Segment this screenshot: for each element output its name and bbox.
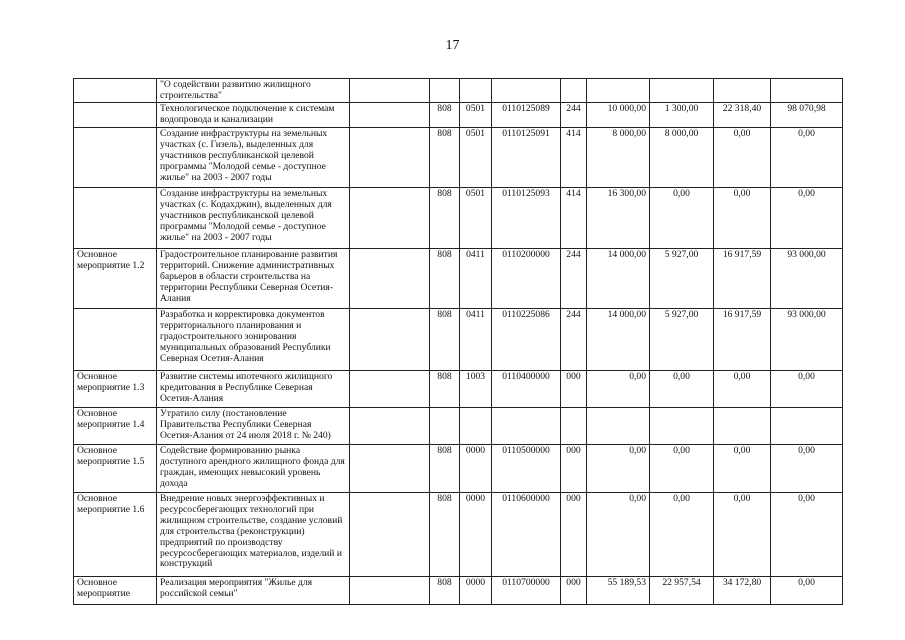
- cell-desc: Развитие системы ипотечного жилищного кредитования в Республике Северная Осетия-Алания: [157, 371, 350, 408]
- cell-desc: Создание инфраструктуры на земельных участках (с. Кодахджин), выделенных для участников республиканской целевой программы "Молодой семье - доступное жилье" на 2003 - 2007 годы: [157, 188, 350, 249]
- table-row: [74, 371, 843, 408]
- cell-v1: 0,00: [587, 445, 650, 493]
- cell-v4: 0,00: [771, 188, 843, 249]
- cell-v4: 98 070,98: [771, 103, 843, 128]
- cell-v3: [714, 408, 771, 445]
- cell-name: [74, 188, 157, 249]
- table-row: [74, 128, 843, 188]
- cell-v1: 14 000,00: [587, 309, 650, 371]
- cell-rz: 0501: [460, 188, 492, 249]
- cell-v1: [587, 79, 650, 103]
- cell-v2: [650, 79, 714, 103]
- cell-vr: 244: [561, 309, 587, 371]
- cell-v2: 0,00: [650, 493, 714, 577]
- cell-v2: 0,00: [650, 371, 714, 408]
- cell-grbs: 808: [430, 103, 460, 128]
- cell-grbs: 808: [430, 493, 460, 577]
- cell-csr: 0110125091: [492, 128, 561, 188]
- empty-cell: [350, 249, 430, 309]
- cell-csr: 0110225086: [492, 309, 561, 371]
- cell-csr: 0110200000: [492, 249, 561, 309]
- cell-csr: 0110600000: [492, 493, 561, 577]
- cell-name: Основное мероприятие: [74, 577, 157, 605]
- cell-rz: 0501: [460, 128, 492, 188]
- cell-name: Основное мероприятие 1.2: [74, 249, 157, 309]
- cell-grbs: 808: [430, 445, 460, 493]
- cell-desc: Градостроительное планирование развития территорий. Снижение административных барьеров в области строительства на территории Республики Северная Осетия-Алания: [157, 249, 350, 309]
- cell-v3: 16 917,59: [714, 249, 771, 309]
- cell-v3: 0,00: [714, 493, 771, 577]
- cell-csr: 0110700000: [492, 577, 561, 605]
- cell-csr: [492, 79, 561, 103]
- empty-cell: [350, 371, 430, 408]
- cell-v3: 0,00: [714, 371, 771, 408]
- cell-desc: Утратило силу (постановление Правительства Республики Северная Осетия-Алания от 24 июля 2018 г. № 240): [157, 408, 350, 445]
- cell-vr: 000: [561, 577, 587, 605]
- cell-desc: Создание инфраструктуры на земельных участках (с. Гизель), выделенных для участников республиканской целевой программы "Молодой семье - доступное жилье" на 2003 - 2007 годы: [157, 128, 350, 188]
- cell-desc: Внедрение новых энергоэффективных и ресурсосберегающих технологий при жилищном строительстве, создание условий для строительства (реконструкции) предприятий по производству ресурсосберегающих материалов, изделий и конструкций: [157, 493, 350, 577]
- cell-grbs: 808: [430, 128, 460, 188]
- cell-vr: 414: [561, 128, 587, 188]
- cell-name: Основное мероприятие 1.3: [74, 371, 157, 408]
- cell-v4: 0,00: [771, 371, 843, 408]
- cell-grbs: 808: [430, 577, 460, 605]
- cell-v4: 93 000,00: [771, 249, 843, 309]
- empty-cell: [350, 577, 430, 605]
- table-row: [74, 408, 843, 445]
- cell-v3: 0,00: [714, 445, 771, 493]
- cell-csr: 0110500000: [492, 445, 561, 493]
- cell-vr: [561, 79, 587, 103]
- cell-vr: 414: [561, 188, 587, 249]
- cell-v2: 0,00: [650, 445, 714, 493]
- cell-desc: "О содействии развитию жилищного строительства": [157, 79, 350, 103]
- table-row: [74, 577, 843, 605]
- cell-v3: 34 172,80: [714, 577, 771, 605]
- empty-cell: [350, 309, 430, 371]
- cell-name: Основное мероприятие 1.6: [74, 493, 157, 577]
- cell-v2: 22 957,54: [650, 577, 714, 605]
- cell-rz: [460, 408, 492, 445]
- table-row: [74, 249, 843, 309]
- cell-v2: 8 000,00: [650, 128, 714, 188]
- cell-rz: 0501: [460, 103, 492, 128]
- cell-rz: 0000: [460, 445, 492, 493]
- cell-v4: 0,00: [771, 493, 843, 577]
- cell-v1: 0,00: [587, 371, 650, 408]
- cell-v3: 0,00: [714, 128, 771, 188]
- cell-vr: 244: [561, 103, 587, 128]
- table-row: [74, 309, 843, 371]
- cell-v4: 0,00: [771, 445, 843, 493]
- cell-csr: 0110125093: [492, 188, 561, 249]
- cell-v1: [587, 408, 650, 445]
- cell-rz: 0411: [460, 309, 492, 371]
- cell-v2: 5 927,00: [650, 309, 714, 371]
- cell-v4: 0,00: [771, 577, 843, 605]
- cell-v1: 0,00: [587, 493, 650, 577]
- cell-rz: 1003: [460, 371, 492, 408]
- cell-rz: 0000: [460, 577, 492, 605]
- cell-name: Основное мероприятие 1.4: [74, 408, 157, 445]
- cell-v1: 14 000,00: [587, 249, 650, 309]
- cell-grbs: [430, 79, 460, 103]
- empty-cell: [350, 128, 430, 188]
- cell-v3: 16 917,59: [714, 309, 771, 371]
- empty-cell: [350, 445, 430, 493]
- empty-cell: [350, 493, 430, 577]
- cell-desc: Реализация мероприятия "Жилье для российской семьи": [157, 577, 350, 605]
- cell-rz: 0000: [460, 493, 492, 577]
- cell-name: [74, 103, 157, 128]
- cell-vr: [561, 408, 587, 445]
- cell-v2: 1 300,00: [650, 103, 714, 128]
- empty-cell: [350, 188, 430, 249]
- cell-grbs: 808: [430, 188, 460, 249]
- cell-v3: [714, 79, 771, 103]
- cell-csr: [492, 408, 561, 445]
- cell-vr: 000: [561, 493, 587, 577]
- cell-grbs: 808: [430, 371, 460, 408]
- cell-v3: 0,00: [714, 188, 771, 249]
- cell-grbs: [430, 408, 460, 445]
- table-row: [74, 103, 843, 128]
- table-row: [74, 188, 843, 249]
- cell-v1: 10 000,00: [587, 103, 650, 128]
- cell-v3: 22 318,40: [714, 103, 771, 128]
- cell-v2: 0,00: [650, 188, 714, 249]
- cell-v4: [771, 408, 843, 445]
- cell-v1: 16 300,00: [587, 188, 650, 249]
- table-row: [74, 79, 843, 103]
- cell-vr: 000: [561, 445, 587, 493]
- cell-desc: Разработка и корректировка документов территориального планирования и градостроительного зонирования муниципальных образований Республики Северная Осетия-Алания: [157, 309, 350, 371]
- cell-v4: 93 000,00: [771, 309, 843, 371]
- empty-cell: [350, 79, 430, 103]
- cell-grbs: 808: [430, 309, 460, 371]
- cell-v4: 0,00: [771, 128, 843, 188]
- cell-vr: 244: [561, 249, 587, 309]
- table-row: [74, 445, 843, 493]
- cell-rz: [460, 79, 492, 103]
- cell-v2: 5 927,00: [650, 249, 714, 309]
- cell-name: [74, 309, 157, 371]
- empty-cell: [350, 103, 430, 128]
- cell-csr: 0110125089: [492, 103, 561, 128]
- cell-v1: 55 189,53: [587, 577, 650, 605]
- cell-v2: [650, 408, 714, 445]
- cell-name: [74, 128, 157, 188]
- budget-table: [73, 78, 843, 605]
- table-row: [74, 493, 843, 577]
- cell-v4: [771, 79, 843, 103]
- cell-rz: 0411: [460, 249, 492, 309]
- cell-csr: 0110400000: [492, 371, 561, 408]
- cell-v1: 8 000,00: [587, 128, 650, 188]
- cell-name: [74, 79, 157, 103]
- cell-desc: Технологическое подключение к системам водопровода и канализации: [157, 103, 350, 128]
- empty-cell: [350, 408, 430, 445]
- cell-grbs: 808: [430, 249, 460, 309]
- cell-desc: Содействие формированию рынка доступного арендного жилищного фонда для граждан, имеющих невысокий уровень дохода: [157, 445, 350, 493]
- cell-vr: 000: [561, 371, 587, 408]
- page-number: 17: [445, 38, 460, 53]
- cell-name: Основное мероприятие 1.5: [74, 445, 157, 493]
